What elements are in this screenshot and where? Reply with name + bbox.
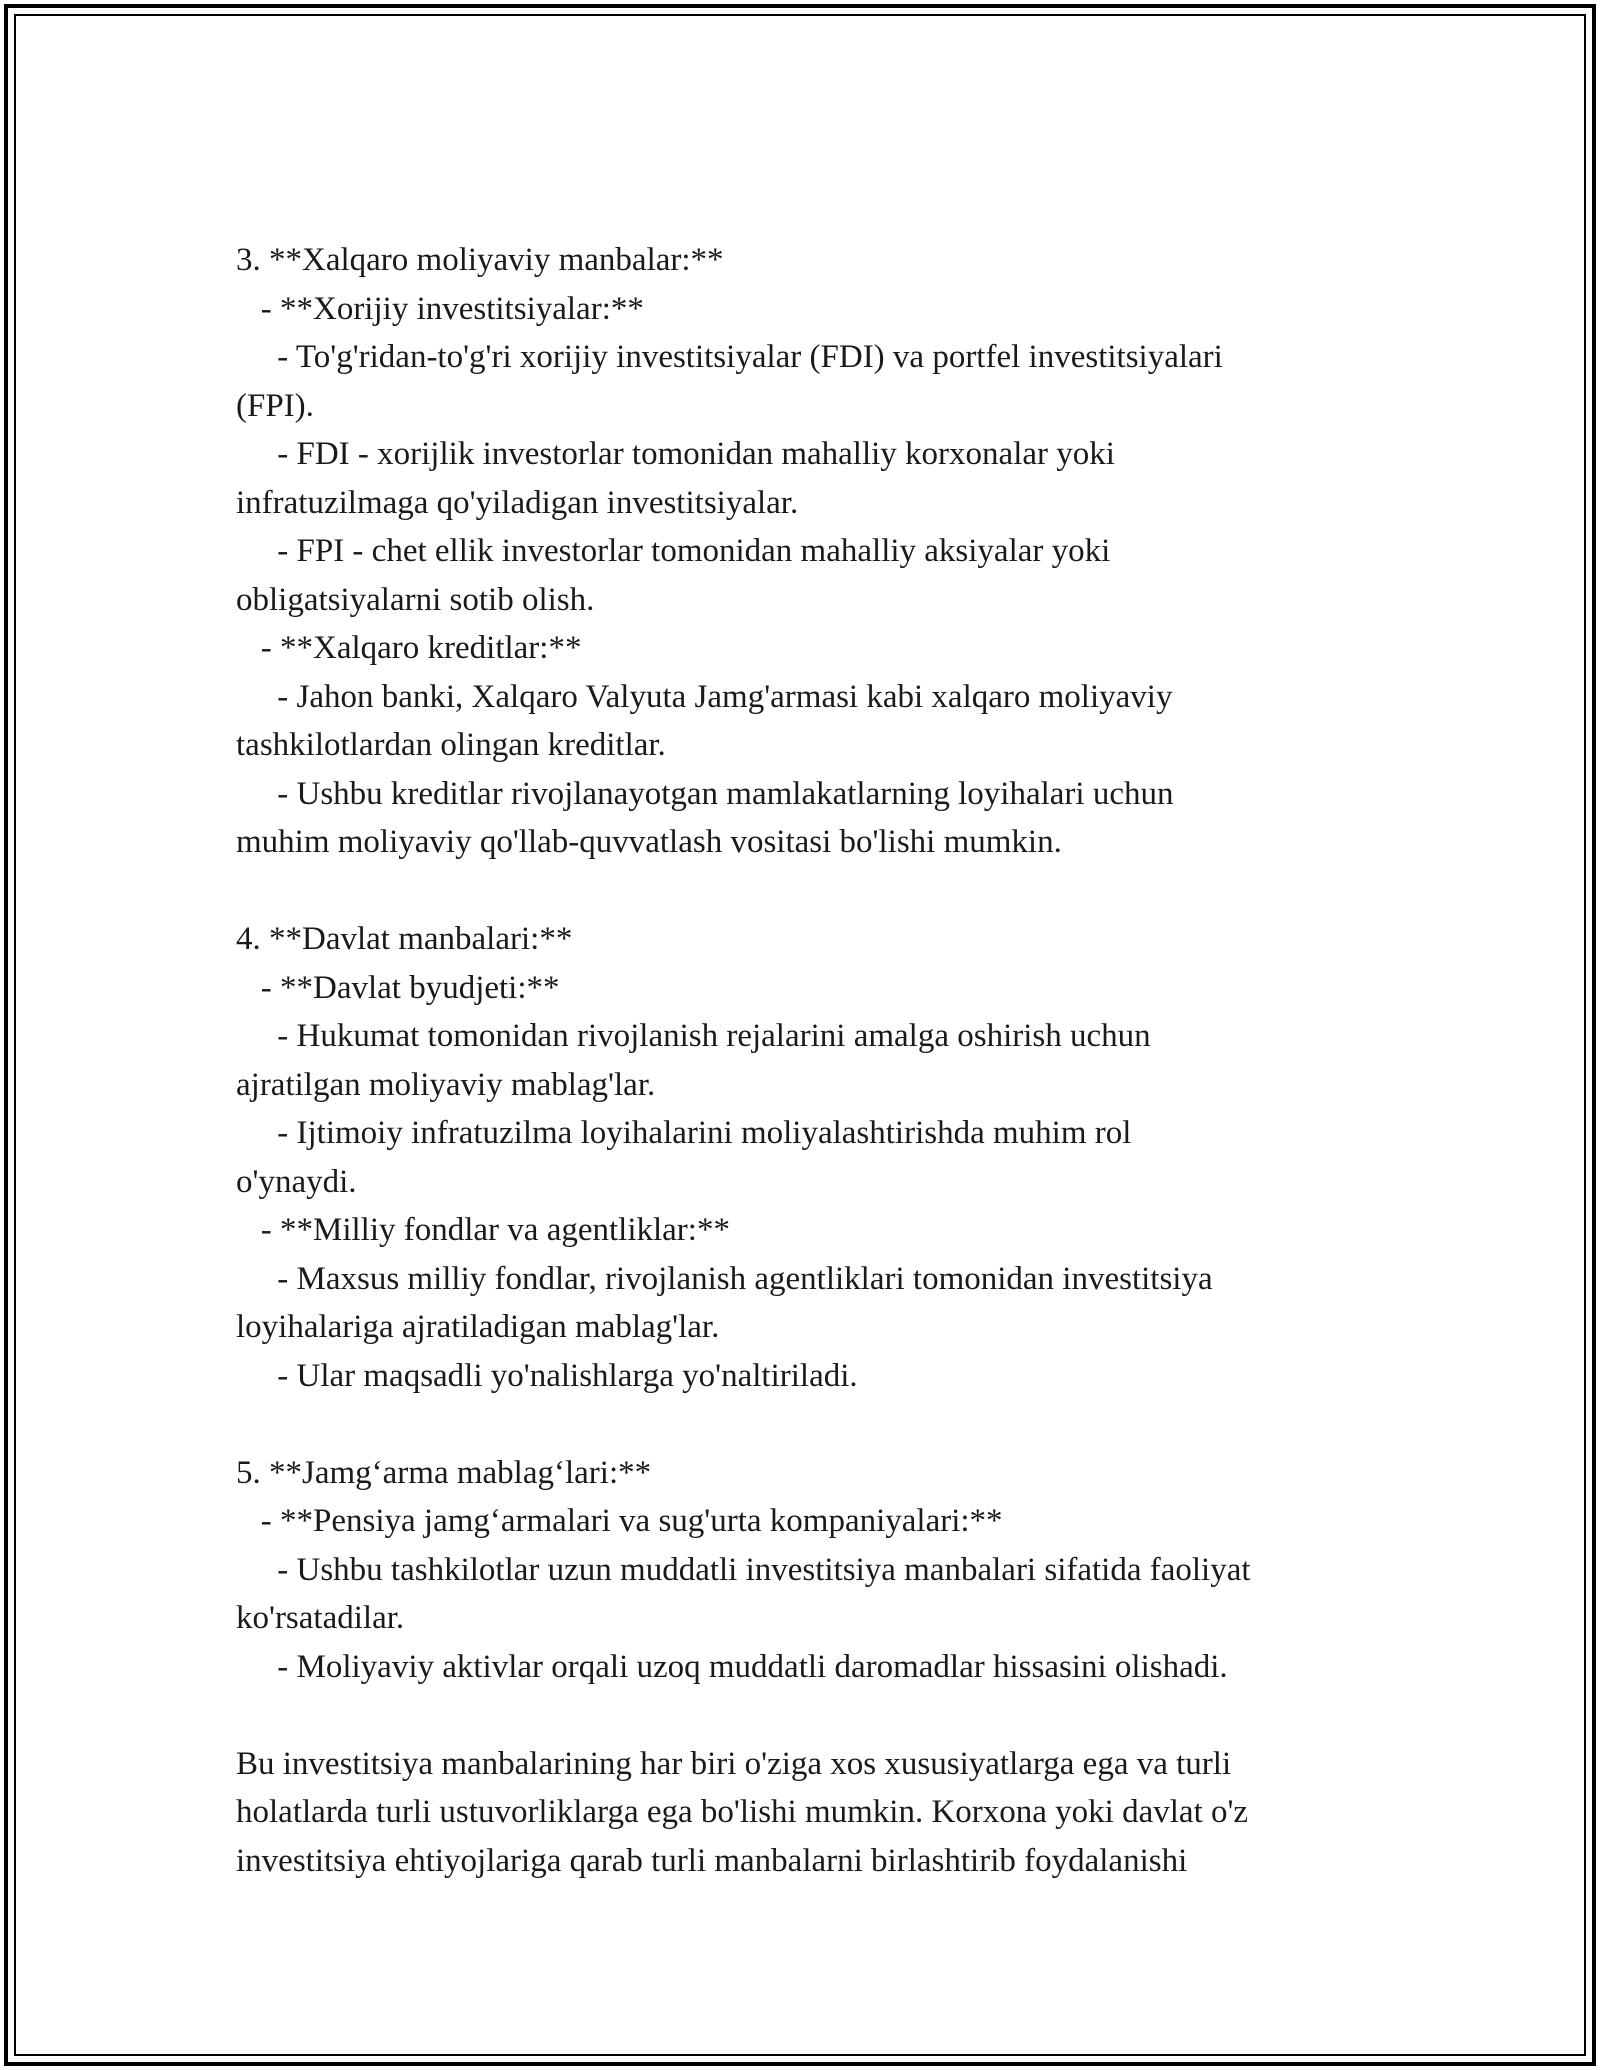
blank-line bbox=[236, 1691, 1386, 1740]
text-line: Bu investitsiya manbalarining har biri o'ziga xos xususiyatlarga ega va turli bbox=[236, 1745, 1232, 1782]
subsection-heading: - **Milliy fondlar va agentliklar:** bbox=[236, 1212, 730, 1248]
text-line: obligatsiyalarni sotib olish. bbox=[236, 581, 595, 618]
text-line: - Hukumat tomonidan rivojlanish rejalarini amalga oshirish uchun bbox=[236, 1018, 1151, 1054]
section-heading: 5. **Jamg‘arma mablag‘lari:** bbox=[236, 1454, 652, 1491]
subsection-heading: - **Pensiya jamg‘armalari va sug'urta kompaniyalari:** bbox=[236, 1503, 1003, 1539]
closing-paragraph bbox=[236, 1740, 1386, 1886]
text-line: - Ushbu kreditlar rivojlanayotgan mamlakatlarning loyihalari uchun bbox=[236, 775, 1174, 812]
section-heading: 3. **Xalqaro moliyaviy manbalar:** bbox=[236, 242, 724, 278]
text-line: tashkilotlardan olingan kreditlar. bbox=[236, 727, 666, 763]
section-savings-funds bbox=[236, 1449, 1386, 1692]
text-line: o'ynaydi. bbox=[236, 1163, 357, 1200]
text-line: - Maxsus milliy fondlar, rivojlanish agentliklari tomonidan investitsiya bbox=[236, 1260, 1213, 1297]
document-body bbox=[236, 236, 1386, 1885]
blank-line bbox=[236, 867, 1386, 916]
text-line: - Ular maqsadli yo'nalishlarga yo'naltiriladi. bbox=[236, 1357, 858, 1394]
text-line: - Ushbu tashkilotlar uzun muddatli investitsiya manbalari sifatida faoliyat bbox=[236, 1551, 1251, 1588]
subsection-heading: - **Xorijiy investitsiyalar:** bbox=[236, 290, 644, 327]
text-line: - FDI - xorijlik investorlar tomonidan mahalliy korxonalar yoki bbox=[236, 436, 1115, 472]
text-line: ko'rsatadilar. bbox=[236, 1600, 405, 1636]
subsection-heading: - **Xalqaro kreditlar:** bbox=[236, 630, 582, 666]
text-line: (FPI). bbox=[236, 387, 314, 424]
text-line: investitsiya ehtiyojlariga qarab turli manbalarni birlashtirib foydalanishi bbox=[236, 1842, 1188, 1879]
text-line: - FPI - chet ellik investorlar tomonidan mahalliy aksiyalar yoki bbox=[236, 533, 1111, 569]
section-state-sources bbox=[236, 915, 1386, 1400]
text-line: muhim moliyaviy qo'llab-quvvatlash vositasi bo'lishi mumkin. bbox=[236, 824, 1062, 860]
text-line: holatlarda turli ustuvorliklarga ega bo'lishi mumkin. Korxona yoki davlat o'z bbox=[236, 1794, 1249, 1830]
text-line: loyihalariga ajratiladigan mablag'lar. bbox=[236, 1309, 720, 1345]
subsection-heading: - **Davlat byudjeti:** bbox=[236, 969, 560, 1006]
section-heading: 4. **Davlat manbalari:** bbox=[236, 921, 573, 957]
text-line: infratuzilmaga qo'yiladigan investitsiyalar. bbox=[236, 484, 799, 521]
text-line: ajratilgan moliyaviy mablag'lar. bbox=[236, 1066, 656, 1103]
text-line: - Moliyaviy aktivlar orqali uzoq muddatli daromadlar hissasini olishadi. bbox=[236, 1648, 1228, 1685]
blank-line bbox=[236, 1400, 1386, 1449]
text-line: - Jahon banki, Xalqaro Valyuta Jamg'armasi kabi xalqaro moliyaviy bbox=[236, 678, 1173, 715]
text-line: - Ijtimoiy infratuzilma loyihalarini moliyalashtirishda muhim rol bbox=[236, 1115, 1132, 1151]
section-international-sources bbox=[236, 236, 1386, 867]
text-line: - To'g'ridan-to'g'ri xorijiy investitsiyalar (FDI) va portfel investitsiyalari bbox=[236, 339, 1223, 375]
